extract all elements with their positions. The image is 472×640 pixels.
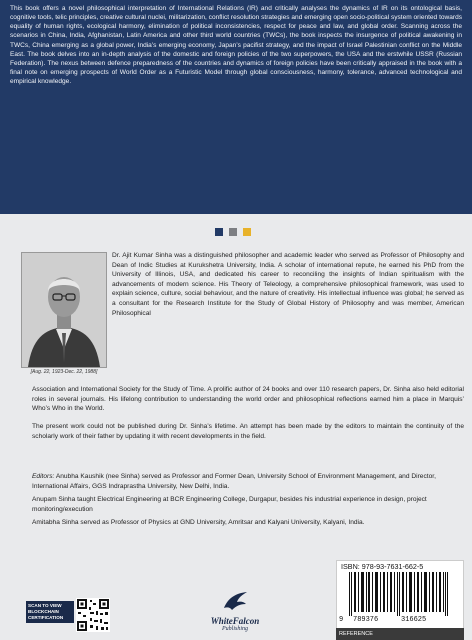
editors-section [32, 472, 464, 532]
editor-1 [32, 472, 464, 491]
barcode-icon [341, 572, 459, 616]
editor-3 [32, 518, 464, 528]
barcode-digit-lead: 9 [339, 616, 344, 624]
navy-square-icon [215, 228, 223, 236]
editor-2-text: taught Electrical Engineering at BCR Engineering College, Durgapur, besides his industrial experience in design, project monitoring/execution [32, 496, 427, 513]
barcode-digits-right: 316625 [401, 616, 427, 624]
qr-code-icon[interactable] [76, 598, 110, 637]
publisher-logo [205, 590, 265, 632]
reference-label: REFERENCE [336, 628, 464, 640]
editor-1-name: Anubha Kaushik [55, 473, 104, 480]
blockchain-scan-label: SCAN TO VIEW BLOCKCHAIN CERTIFICATION [26, 601, 74, 623]
editors-label: Editors: [32, 473, 55, 480]
falcon-icon [220, 590, 250, 612]
editor-2 [32, 495, 464, 514]
editor-3-text: served as Professor of Physics at GND University, Amritsar and Kalyani University, Kalyani, India. [78, 519, 365, 527]
isbn-label: ISBN: 978-93-7631-662-5 [341, 562, 424, 571]
photo-caption: [Aug. 22, 1923-Dec. 22, 1988] [30, 369, 98, 375]
editor-3-name: Amitabha Sinha [32, 519, 79, 527]
decorative-dots [215, 228, 251, 236]
back-cover-blurb [0, 0, 472, 214]
editor-2-name: Anupam Sinha [32, 496, 76, 504]
gold-square-icon [243, 228, 251, 236]
blurb-text: This book offers a novel philosophical interpretation of International Relations (IR) and critically analyses the dynamics of IR on its ontological basis, cognitive tools, telic principles, creative cultural nuclei, militarization, conflict resolution strategies and emerging open socio-political system oriented towards equality of human rights, ecological harmony, elimination of political inconsistencies, respect for peace and law, and global order. Scanning across the scenarios in China, India, Afghanistan, Latin America and other third world countries (TWCs), the book inspects the insurgence of political awakening in TWCs, China emerging as a global power, India’s emerging economy, Japan’s pacifist strategy, and the impact of Israel Palestinian conflict on the Middle East. The book delves into an in-depth analysis of the domestic and foreign policies of the two superpowers, the USA and the erstwhile USSR (Russian Federation). The nexus between defence preparedness of the countries and dynamics of foreign policies have been critically appraised in the book with a final note on emerging prospects of World Order as a Futuristic Model through global consciousness, harmony, tolerance, advanced technological and empirical knowledge. [10, 5, 462, 86]
author-bio-continued: Association and International Society for the Study of Time. A prolific author of 24 books and over 110 research papers, Dr. Sinha also held editorial roles in several journals. His lifelong contribution to understanding the world order and philosophical reflections earned him a place in Marquis’ Who’s Who in the World. [32, 386, 464, 413]
publisher-sub: Publishing [221, 626, 248, 632]
author-photo [21, 252, 107, 368]
barcode-digits-left: 789376 [353, 616, 379, 624]
author-bio: Dr. Ajit Kumar Sinha was a distinguished philosopher and academic leader who served as Professor of Philosophy and Dean of Indic Studies at Kurukshetra University, India. A scholar of international repute, he earned his PhD from the University of Illinois, USA, and dedicated his career to reconciling the insights of Indian spiritualism with the advancements of modern science. His Theory of Teleology, a comprehensive philosophical framework, was used to explain science, culture, social behaviour, and the nature of creativity. His intellectual influence was global; he served as a consultant for the Research Institute for the Study of Global History of Philosophy and was member, American Philosophical [112, 252, 464, 317]
isbn-barcode-box [336, 560, 464, 633]
gray-square-icon [229, 228, 237, 236]
publisher-name: WhiteFalcon [210, 616, 260, 626]
editor-1-text: (nee Sinha) served as Professor and Former Dean, University School of Environment Management, and Director, International Affairs, GGS Indraprastha University, New Delhi, India. [32, 473, 436, 490]
publication-note: The present work could not be published during Dr. Sinha’s lifetime. An attempt has been made by the editors to maintain the continuity of the scholarly work of their father by updating it with recent developments in the field. [32, 423, 464, 440]
